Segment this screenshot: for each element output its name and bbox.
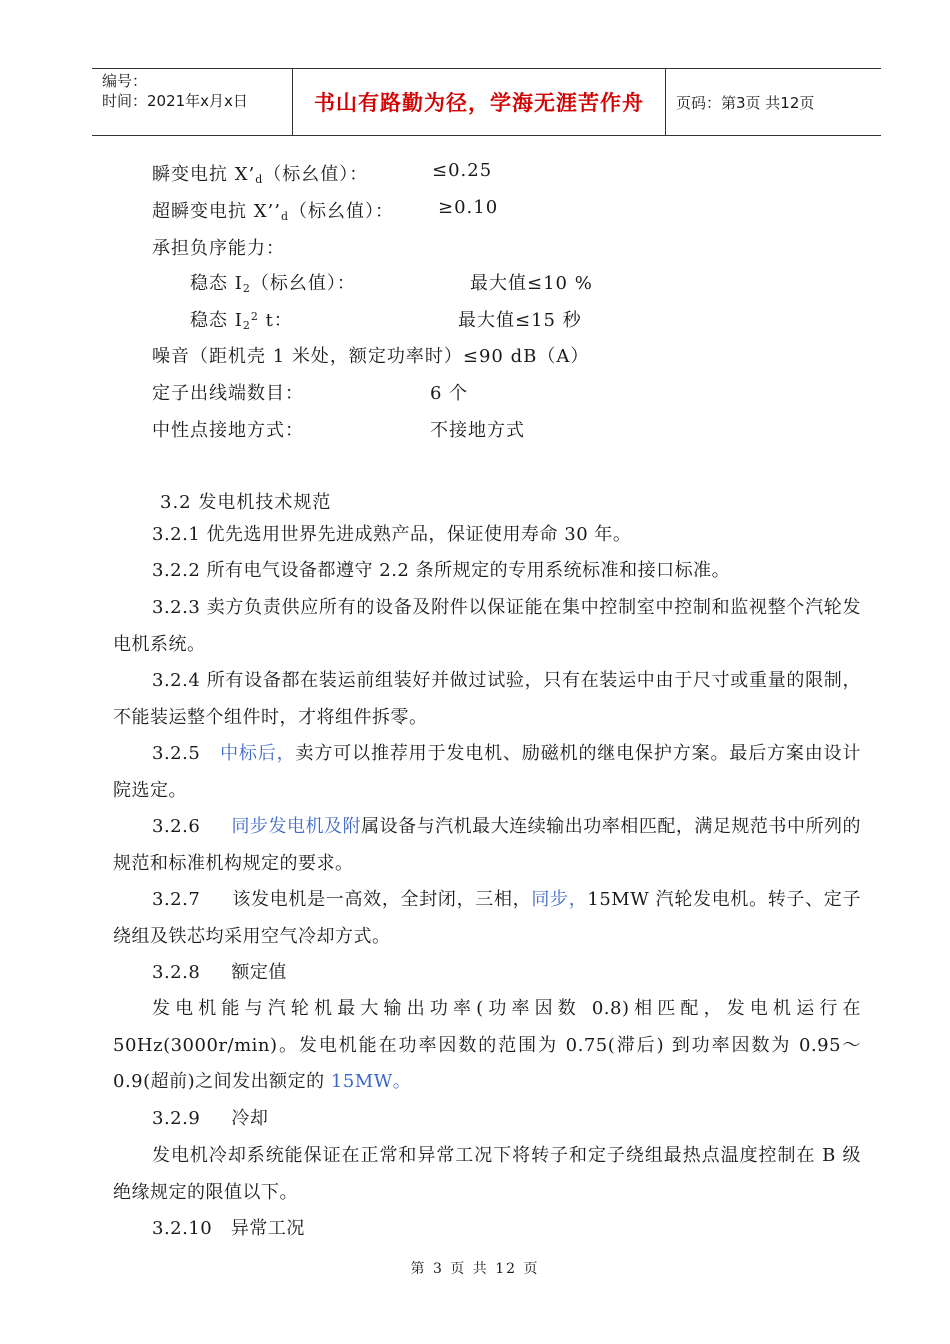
header-motto: 书山有路勤为径，学海无涯苦作舟 [293, 69, 666, 135]
spec-i2t: 稳态 $I_2^2$ t： [190, 310, 293, 332]
paragraph-3-2-9-heading: 3.2.9 冷却 [152, 1108, 269, 1129]
paragraph-3-2-5: 3.2.5 中标后，卖方可以推荐用于发电机、励磁机的继电保护方案。最后方案由设计院选定。 [113, 743, 862, 801]
spec-i2: 稳态 $I_2$（标幺值）： [190, 273, 356, 295]
page-header [92, 68, 881, 136]
paragraph-3-2-2: 3.2.2 所有电气设备都遵守 2.2 条所规定的专用系统标准和接口标准。 [152, 560, 731, 581]
spec-xd2: 超瞬变电抗 $X’’_d$（标幺值）： [152, 201, 395, 223]
paragraph-3-2-4: 3.2.4 所有设备都在装运前组装好并做过试验，只有在装运中由于尺寸或重量的限制，不能装运整个组件时，才将组件拆零。 [113, 670, 861, 728]
paragraph-3-2-3: 3.2.3 卖方负责供应所有的设备及附件以保证能在集中控制室中控制和监视整个汽轮发电机系统。 [113, 597, 861, 655]
paragraph-3-2-8-heading: 3.2.8 额定值 [152, 962, 287, 983]
header-meta [92, 69, 293, 135]
paragraph-3-2-1: 3.2.1 优先选用世界先进成熟产品，保证使用寿命 30 年。 [152, 524, 632, 545]
spec-i2t-value: 最大值≤15 秒 [458, 310, 582, 331]
paragraph-3-2-8-body: 发电机能与汽轮机最大输出功率(功率因数 0.8)相匹配，发电机运行在 50Hz(3000r/min)。发电机能在功率因数的范围为 0.75(滞后) 到功率因数为 0.95～0.9(超前)之间发出额定的 15MW。 [113, 998, 861, 1092]
spec-neutral-value: 不接地方式 [430, 420, 525, 441]
spec-xd1-value: ≤0.25 [432, 160, 493, 181]
spec-noise: 噪音（距机壳 1 米处，额定功率时）≤90 dB（A） [152, 346, 590, 367]
paragraph-3-2-6: 3.2.6 同步发电机及附属设备与汽机最大连续输出功率相匹配，满足规范书中所列的规范和标准机构规定的要求。 [113, 816, 861, 874]
spec-terminals-value: 6 个 [430, 383, 469, 404]
paragraph-3-2-7: 3.2.7 该发电机是一高效，全封闭，三相，同步，15MW 汽轮发电机。转子、定子绕组及铁芯均采用空气冷却方式。 [113, 889, 861, 947]
spec-xd1: 瞬变电抗 $X’_d$（标幺值）： [152, 164, 369, 186]
spec-neutral-label: 中性点接地方式： [152, 420, 304, 441]
header-page-number: 页码：第3页 共12页 [676, 93, 815, 112]
spec-i2-value: 最大值≤10 % [470, 273, 593, 294]
paragraph-3-2-9-body: 发电机冷却系统能保证在正常和异常工况下将转子和定子绕组最热点温度控制在 B 级绝缘规定的限值以下。 [113, 1145, 861, 1203]
section-title: 3.2 发电机技术规范 [160, 492, 332, 513]
spec-negative-sequence: 承担负序能力： [152, 238, 285, 259]
spec-terminals-label: 定子出线端数目： [152, 383, 304, 404]
paragraph-3-2-10-heading: 3.2.10 异常工况 [152, 1218, 305, 1239]
serial-label: 编号： [102, 72, 148, 90]
spec-xd2-value: ≥0.10 [438, 197, 499, 218]
page-footer: 第 3 页 共 12 页 [410, 1261, 540, 1277]
time-label: 时间：2021年x月x日 [102, 92, 248, 110]
